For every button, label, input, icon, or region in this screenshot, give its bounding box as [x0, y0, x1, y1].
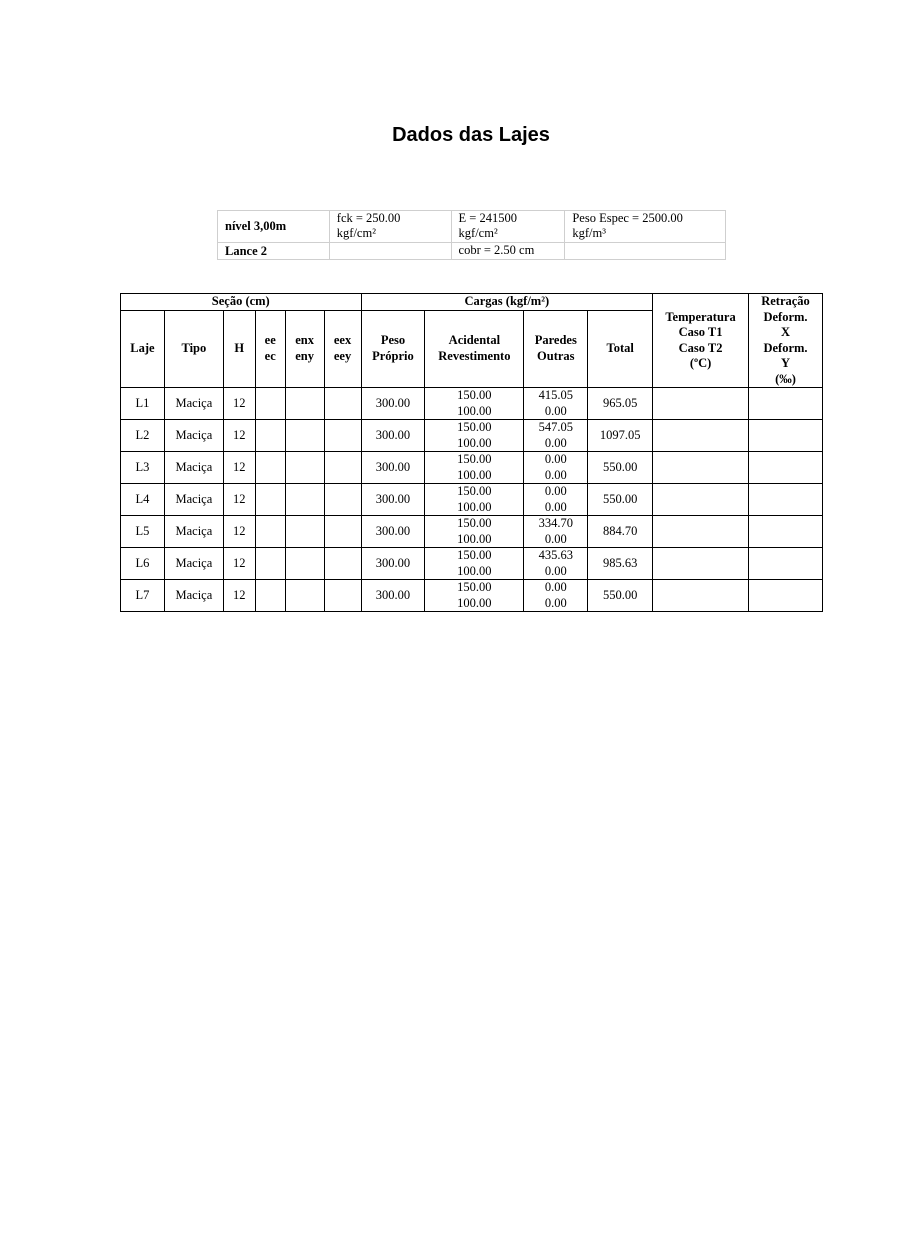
paredes-header-line: Paredes [534, 333, 577, 348]
paredes-cell [524, 452, 588, 484]
outras-value: 0.00 [544, 467, 567, 482]
cobr-value: cobr = 2.50 cm [451, 243, 565, 260]
h-cell: 12 [223, 580, 255, 612]
laje-cell: L4 [121, 484, 165, 516]
total-header: Total [588, 310, 653, 387]
total-cell: 550.00 [588, 484, 653, 516]
retracao-header-line: Retração [761, 294, 810, 308]
temperatura-header-line: Caso T2 [678, 340, 723, 355]
laje-cell: L1 [121, 388, 165, 420]
eex-header-line: eey [333, 348, 352, 363]
acidental-cell [425, 388, 524, 420]
fck-value: fck = 250.00 [336, 211, 401, 225]
laje-cell: L7 [121, 580, 165, 612]
enx-cell [285, 388, 324, 420]
paredes-cell [524, 388, 588, 420]
peso-espec-cell [565, 211, 726, 243]
acidental-value: 150.00 [457, 452, 492, 466]
info-row [218, 243, 726, 260]
revestimento-value: 100.00 [457, 403, 492, 418]
laje-cell: L5 [121, 516, 165, 548]
h-cell: 12 [223, 516, 255, 548]
eex-cell [324, 388, 361, 420]
acidental-cell [425, 548, 524, 580]
paredes-value: 0.00 [544, 580, 567, 594]
tipo-cell: Maciça [164, 452, 223, 484]
eex-cell [324, 484, 361, 516]
acidental-value: 150.00 [457, 516, 492, 530]
laje-header: Laje [121, 310, 165, 387]
revestimento-value: 100.00 [457, 595, 492, 610]
empty-cell [565, 243, 726, 260]
outras-value: 0.00 [544, 531, 567, 546]
e-unit: kgf/cm² [458, 226, 498, 240]
paredes-value: 334.70 [538, 516, 573, 530]
enx-cell [285, 516, 324, 548]
revestimento-value: 100.00 [457, 467, 492, 482]
temperatura-cell [653, 548, 749, 580]
peso-proprio-cell: 300.00 [361, 516, 425, 548]
enx-cell [285, 484, 324, 516]
tipo-cell: Maciça [164, 580, 223, 612]
peso-proprio-cell: 300.00 [361, 388, 425, 420]
total-cell: 550.00 [588, 580, 653, 612]
ee-header-line: ee [264, 333, 276, 348]
acidental-value: 150.00 [457, 388, 492, 402]
peso-proprio-cell: 300.00 [361, 548, 425, 580]
temperatura-cell [653, 388, 749, 420]
retracao-cell [749, 516, 823, 548]
fck-cell [329, 211, 451, 243]
acidental-value: 150.00 [457, 548, 492, 562]
peso-proprio-header [361, 310, 425, 387]
acidental-header-line: Revestimento [438, 348, 511, 363]
tipo-cell: Maciça [164, 516, 223, 548]
paredes-cell [524, 548, 588, 580]
retracao-cell [749, 484, 823, 516]
nivel-label: nível 3,00m [218, 211, 330, 243]
paredes-header-line: Outras [537, 348, 575, 363]
h-cell: 12 [223, 484, 255, 516]
h-cell: 12 [223, 420, 255, 452]
table-row [121, 548, 823, 580]
lance-label: Lance 2 [218, 243, 330, 260]
ee-cell [255, 420, 285, 452]
outras-value: 0.00 [544, 435, 567, 450]
laje-cell: L2 [121, 420, 165, 452]
peso-proprio-cell: 300.00 [361, 580, 425, 612]
table-row [121, 452, 823, 484]
info-row [218, 211, 726, 243]
paredes-cell [524, 484, 588, 516]
peso-espec-value: Peso Espec = 2500.00 [572, 211, 683, 225]
fck-unit: kgf/cm² [336, 226, 376, 240]
paredes-value: 0.00 [544, 452, 567, 466]
temperatura-cell [653, 484, 749, 516]
acidental-cell [425, 516, 524, 548]
acidental-cell [425, 420, 524, 452]
revestimento-value: 100.00 [457, 531, 492, 546]
retracao-cell [749, 388, 823, 420]
tipo-cell: Maciça [164, 388, 223, 420]
h-cell: 12 [223, 548, 255, 580]
peso-proprio-cell: 300.00 [361, 420, 425, 452]
paredes-cell [524, 516, 588, 548]
h-header: H [223, 310, 255, 387]
revestimento-value: 100.00 [457, 499, 492, 514]
tipo-cell: Maciça [164, 484, 223, 516]
cargas-header: Cargas (kgf/m²) [361, 294, 653, 311]
enx-header-line: eny [295, 348, 314, 363]
outras-value: 0.00 [544, 563, 567, 578]
retracao-header-line: X [780, 325, 791, 339]
paredes-value: 415.05 [538, 388, 573, 402]
slabs-table [120, 293, 823, 612]
e-cell [451, 211, 565, 243]
enx-cell [285, 420, 324, 452]
e-value: E = 241500 [458, 211, 517, 225]
acidental-header-line: Acidental [448, 333, 501, 348]
peso-proprio-header-line: Próprio [372, 348, 414, 363]
paredes-cell [524, 420, 588, 452]
peso-proprio-cell: 300.00 [361, 452, 425, 484]
ee-header [255, 310, 285, 387]
eex-cell [324, 548, 361, 580]
temperatura-cell [653, 420, 749, 452]
laje-cell: L6 [121, 548, 165, 580]
tipo-cell: Maciça [164, 420, 223, 452]
retracao-header-line: Deform. [763, 340, 808, 355]
ee-cell [255, 484, 285, 516]
paredes-value: 547.05 [538, 420, 573, 434]
ee-cell [255, 548, 285, 580]
retracao-header [749, 294, 823, 388]
peso-proprio-header-line: Peso [380, 333, 406, 348]
retracao-header-line: Y [780, 356, 791, 370]
eex-cell [324, 420, 361, 452]
enx-header [285, 310, 324, 387]
info-table [217, 210, 726, 260]
retracao-cell [749, 452, 823, 484]
acidental-value: 150.00 [457, 484, 492, 498]
retracao-header-line: (‰) [775, 371, 796, 386]
table-row [121, 388, 823, 420]
tipo-cell: Maciça [164, 548, 223, 580]
temperatura-header-line: (ºC) [689, 356, 712, 370]
ee-cell [255, 516, 285, 548]
eex-cell [324, 452, 361, 484]
paredes-value: 435.63 [538, 548, 573, 562]
outras-value: 0.00 [544, 403, 567, 418]
paredes-value: 0.00 [544, 484, 567, 498]
retracao-header-line: Deform. [763, 309, 808, 324]
temperatura-cell [653, 516, 749, 548]
paredes-header [524, 310, 588, 387]
h-cell: 12 [223, 388, 255, 420]
tipo-header: Tipo [164, 310, 223, 387]
peso-proprio-cell: 300.00 [361, 484, 425, 516]
empty-cell [329, 243, 451, 260]
temperatura-cell [653, 580, 749, 612]
table-row [121, 484, 823, 516]
ee-cell [255, 452, 285, 484]
retracao-cell [749, 420, 823, 452]
acidental-header [425, 310, 524, 387]
eex-cell [324, 516, 361, 548]
enx-cell [285, 548, 324, 580]
ee-cell [255, 580, 285, 612]
enx-header-line: enx [295, 333, 314, 348]
acidental-cell [425, 580, 524, 612]
revestimento-value: 100.00 [457, 563, 492, 578]
acidental-cell [425, 452, 524, 484]
retracao-cell [749, 580, 823, 612]
table-row [121, 580, 823, 612]
ee-cell [255, 388, 285, 420]
acidental-cell [425, 484, 524, 516]
page-title: Dados das Lajes [392, 124, 550, 146]
eex-cell [324, 580, 361, 612]
outras-value: 0.00 [544, 595, 567, 610]
peso-espec-unit: kgf/m³ [572, 226, 606, 240]
enx-cell [285, 580, 324, 612]
acidental-value: 150.00 [457, 420, 492, 434]
temperatura-cell [653, 452, 749, 484]
acidental-value: 150.00 [457, 580, 492, 594]
secao-header: Seção (cm) [121, 294, 362, 311]
enx-cell [285, 452, 324, 484]
table-row [121, 420, 823, 452]
eex-header-line: eex [333, 333, 352, 348]
retracao-cell [749, 548, 823, 580]
temperatura-header-line: Temperatura [665, 309, 736, 324]
total-cell: 550.00 [588, 452, 653, 484]
eex-header [324, 310, 361, 387]
total-cell: 985.63 [588, 548, 653, 580]
total-cell: 965.05 [588, 388, 653, 420]
slabs-table-body [121, 388, 823, 612]
laje-cell: L3 [121, 452, 165, 484]
ee-header-line: ec [264, 348, 276, 363]
h-cell: 12 [223, 452, 255, 484]
header-row [121, 294, 823, 311]
total-cell: 884.70 [588, 516, 653, 548]
temperatura-header-line: Caso T1 [678, 325, 723, 339]
revestimento-value: 100.00 [457, 435, 492, 450]
paredes-cell [524, 580, 588, 612]
temperatura-header [653, 294, 749, 388]
outras-value: 0.00 [544, 499, 567, 514]
total-cell: 1097.05 [588, 420, 653, 452]
table-row [121, 516, 823, 548]
